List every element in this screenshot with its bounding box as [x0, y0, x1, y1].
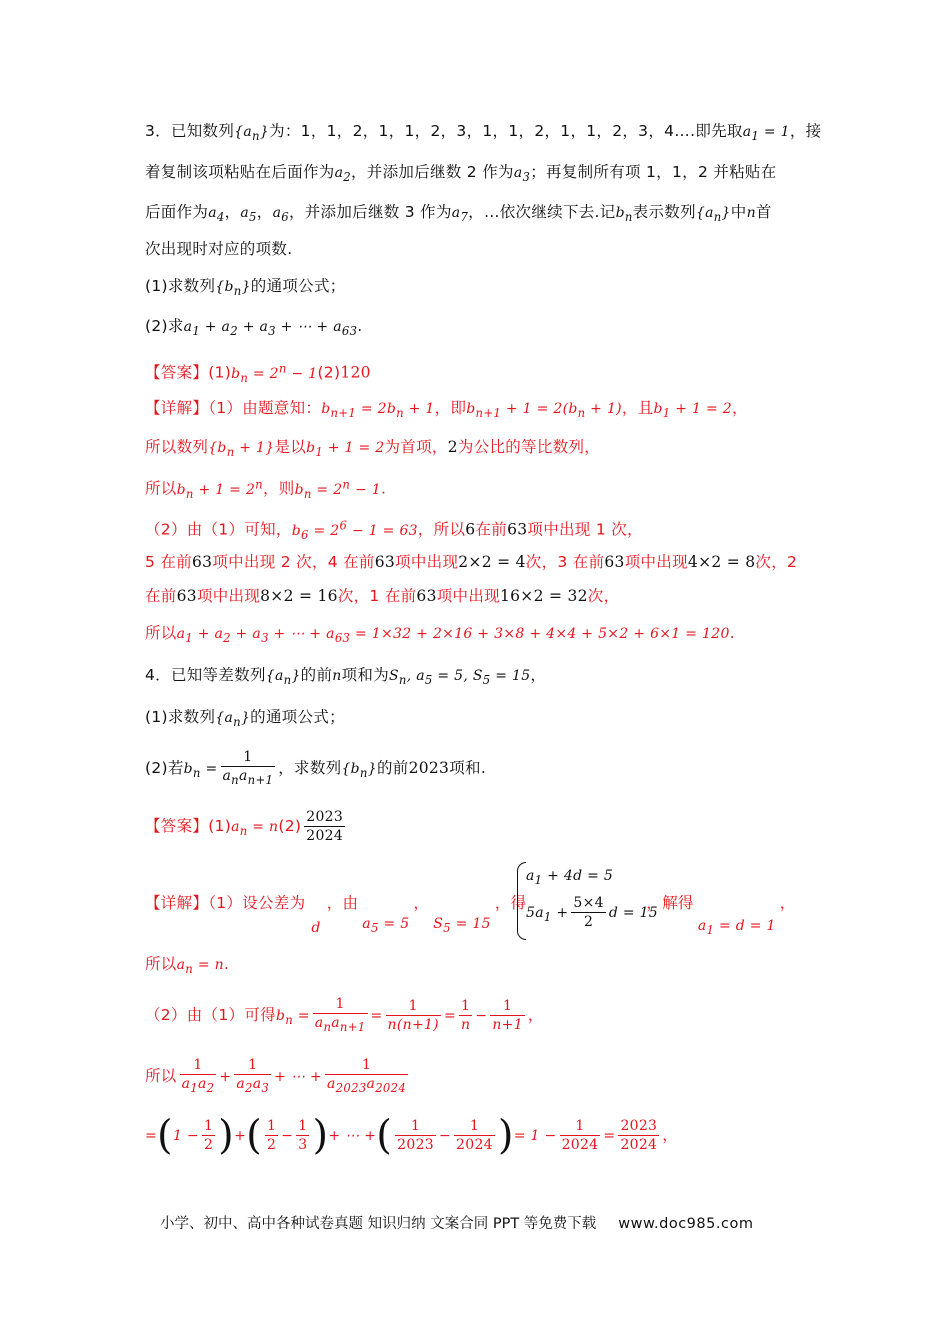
q3-text: (1)求数列 [145, 277, 216, 295]
a3-text: 63 [507, 520, 528, 539]
detail-label: 【详解】（1）设公差为 [145, 894, 306, 912]
a4-text: ， [413, 894, 430, 912]
a4-text: ，得 [494, 894, 527, 912]
a4-text: ，解得 [646, 894, 694, 912]
a4-text: ， [662, 1126, 679, 1144]
a3-text: 为公比的等比数列， [457, 438, 601, 456]
q3-text: ，接 [789, 122, 822, 140]
a3-text: . [380, 479, 387, 498]
a3-text: 在前 [145, 587, 177, 605]
a4-text: (1) [208, 817, 232, 835]
q4-text: 项和. [449, 759, 487, 777]
a3-text: 项中出现 2 次，4 在前 [212, 553, 375, 571]
q3-line-4: 次出现时对应的项数. [145, 240, 293, 258]
a3-text: 为首项， [384, 438, 448, 456]
q4-text: 4．已知等差数列 [145, 666, 266, 684]
a3-text: 所以 [145, 479, 177, 498]
q3-text: 的通项公式； [250, 277, 346, 295]
a4-text: (2) [278, 817, 302, 835]
q4-text: 的前 [376, 759, 409, 777]
a3-text: (2) [317, 363, 341, 382]
a3-text: 项中出现 [436, 587, 500, 605]
a4-answer-line: 【答案】$(1)a_n = n(2)$ $\frac{2023}{2024}$ [145, 809, 344, 844]
a3-text: 项中出现 1 次， [527, 520, 643, 539]
a3-detail-4: （2）由（1）可知，$b_6 = 2^6 - 1 = 63$，所以6在前63项中出现 1 次， [145, 518, 643, 542]
system-brace [517, 862, 526, 940]
a3-text: 项中出现 [395, 553, 459, 571]
q3-line-1: 3．已知数列$\{a_n\}$为：1，1，2，1，1，2，3，1，1，2，1，1，2，3，4….即先取$a_1 = 1$，接 [145, 122, 822, 143]
a3-text: 6 [465, 520, 476, 539]
a4-text: 所以 [145, 1067, 177, 1085]
q3-line-2: 着复制该项粘贴在后面作为$a_2$，并添加后继数 2 作为$a_3$；再复制所有项 1，1，2 并粘贴在 [145, 163, 777, 184]
a3-text: 次， [587, 587, 620, 605]
a3-detail-1: 【详解】（1）由题意知：$b_{n+1} = 2b_n + 1$，即$b_{n+1} + 1 = 2(b_n + 1)$，且$b_1 + 1 = 2$， [145, 399, 748, 420]
q3-text: 表示数列 [632, 203, 696, 221]
q3-text: (2)求 [145, 317, 184, 335]
a4-system-eq-2: $5a_1$ + $\frac{5\times 4}{2}$ d = 15 [526, 895, 659, 930]
q4-text: 项和为 [341, 666, 389, 684]
q4-line-1: 4．已知等差数列$\{a_n\}$的前n项和为$S_n$, $a_5 = 5$, $S_5 = 15$， [145, 666, 547, 687]
q3-text: 中 [730, 203, 747, 221]
q4-part-2: (2)若$b_n$ = $\frac{1}{a_na_{n+1}}$ ，求数列$\{b_n\}$的前2023项和. [145, 749, 487, 787]
page-footer [160, 1212, 753, 1233]
a3-detail-2: 所以数列$\{b_n + 1\}$是以$b_1 + 1 = 2$为首项，2为公比的等比数列， [145, 438, 601, 459]
a3-detail-7: 所以$a_1 + a_2 + a_3$ + ⋯ + $a_{63} = 1\times 32 + 2\times 16 + 3\times 8 + 4\times 4 + 5\times 2 + 6\times 1 = 120$. [145, 624, 735, 645]
q3-text: 3．已知数列 [145, 122, 235, 140]
q3-line-3: 后面作为$a_4$，$a_5$，$a_6$，并添加后继数 3 作为$a_7$，…依次继续下去.记$b_n$表示数列$\{a_n\}$中n首 [145, 203, 772, 224]
a3-text: 2×2 = 4 [458, 553, 526, 571]
a3-text: ，则 [262, 479, 295, 498]
q3-text: ，并添加后继数 2 作为 [350, 163, 514, 181]
a3-detail-5 [145, 551, 797, 573]
footer-link[interactable]: www.doc985.com [618, 1216, 754, 1232]
q4-text: (1)求数列 [145, 708, 216, 726]
a3-text: （2）由（1）可知， [145, 520, 292, 539]
a4-text: 所以 [145, 955, 177, 973]
a3-text: 在前 [475, 520, 508, 539]
q3-text: 为：1，1，2，1，1，2，3，1，1，2，1，1，2，3，4….即先取 [269, 122, 743, 140]
a3-text: 所以数列 [145, 438, 209, 456]
a3-text: 8×2 = 16 [260, 587, 338, 605]
a4-system-eq-1: $a_1 + 4d = 5$ [526, 868, 614, 887]
a3-text: 16×2 = 32 [499, 587, 588, 605]
q3-text: 着复制该项粘贴在后面作为 [145, 163, 335, 181]
a3-text: ，且 [621, 399, 654, 417]
a4-detail-3: （2）由（1）可得$b_n$ = $\frac{1}{a_na_{n+1}}$ = $\frac{1}{n(n+1)}$ = $\frac{1}{n}$ − $\frac{1}{n+1}$ ， [145, 996, 544, 1034]
a4-text: ，由 [326, 894, 359, 912]
a3-text: 4×2 = 8 [687, 553, 756, 571]
a3-text: ， [732, 399, 748, 417]
a3-text: 次，3 在前 [525, 553, 605, 571]
a3-text: 项中出现 [624, 553, 688, 571]
answer-label: 【答案】 [145, 817, 209, 835]
a3-text: . [729, 624, 735, 642]
a4-detail-2: 所以$a_n = n$. [145, 955, 230, 976]
q4-text: ，求数列 [278, 759, 342, 777]
a4-text: ， [527, 1006, 544, 1024]
a3-text: ，所以 [417, 520, 466, 539]
q3-text: ；再复制所有项 1，1，2 并粘贴在 [530, 163, 777, 181]
a3-answer-line: 【答案】$(1)b_n = 2^n - 1(2)120$ [145, 361, 371, 385]
a4-text: ， [779, 894, 796, 912]
a3-text: 63 [604, 553, 625, 571]
a3-text: 2 [447, 438, 458, 456]
a3-text: 所以 [145, 624, 177, 642]
q3-text: . [357, 317, 363, 335]
q4-part-1: (1)求数列$\{a_n\}$的通项公式； [145, 708, 345, 729]
a3-text: 次，1 在前 [337, 587, 417, 605]
q4-text: ， [530, 666, 547, 684]
a3-answer-value: 120 [340, 363, 371, 382]
q3-text: 首 [755, 203, 772, 221]
answer-label: 【答案】 [145, 363, 209, 382]
a4-text: . [223, 955, 230, 973]
detail-label: 【详解】（1）由题意知： [145, 399, 322, 417]
a4-detail-5: =(1 − $\frac{1}{2}$ )+( $\frac{1}{2}$ − $\frac{1}{3}$ )+ ⋯ +( $\frac{1}{2023}$ − $\frac{1}{2024}$ )= 1 − $\frac{1}{2024}$ = $\frac{2023}{2024}$ ， [145, 1112, 679, 1159]
q3-text: ， [256, 203, 273, 221]
q3-text: ， [224, 203, 241, 221]
footer-text: 小学、初中、高中各种试卷真题 知识归纳 文案合同 PPT 等免费下载 [160, 1216, 597, 1232]
a3-text: 63 [176, 587, 197, 605]
q4-text: 的通项公式； [250, 708, 345, 726]
a3-text: ，即 [434, 399, 467, 417]
a3-text: (1) [208, 363, 232, 382]
a3-text: 项中出现 [196, 587, 261, 605]
a3-text: 是以 [274, 438, 307, 456]
q3-part-2: (2)求$a_1 + a_2 + a_3$ + ⋯ + $a_{63}$. [145, 317, 363, 338]
a3-text: 63 [416, 587, 437, 605]
q3-text: 后面作为 [145, 203, 209, 221]
q4-text: (2)若 [145, 759, 184, 777]
a4-detail-4: 所以 $\frac{1}{a_1a_2}$ + $\frac{1}{a_2a_3}$ + ⋯ + $\frac{1}{a_{2023}a_{2024}}$ [145, 1057, 407, 1095]
a4-text: （2）由（1）可得 [145, 1006, 276, 1024]
q3-part-1: (1)求数列$\{b_n\}$的通项公式； [145, 277, 346, 298]
a3-text: 5 在前 [145, 553, 192, 571]
a3-text: 63 [374, 553, 396, 571]
q4-text: 的前 [300, 666, 333, 684]
a3-text: 次，2 [755, 553, 798, 571]
a3-detail-3: 所以$b_n + 1 = 2^n$，则$b_n = 2^n - 1$. [145, 477, 387, 501]
a4-detail-1: 【详解】（1）设公差为d，由$a_5 = 5$，$S_5 = 15$，得 ，解得$a_1 = d = 1$， [145, 894, 796, 937]
a3-detail-6 [145, 585, 619, 607]
q4-text: 2023 [408, 759, 450, 777]
q3-text: ，…依次继续下去.记 [468, 203, 616, 221]
a3-text: 63 [192, 553, 213, 571]
q3-text: ，并添加后继数 3 作为 [288, 203, 452, 221]
